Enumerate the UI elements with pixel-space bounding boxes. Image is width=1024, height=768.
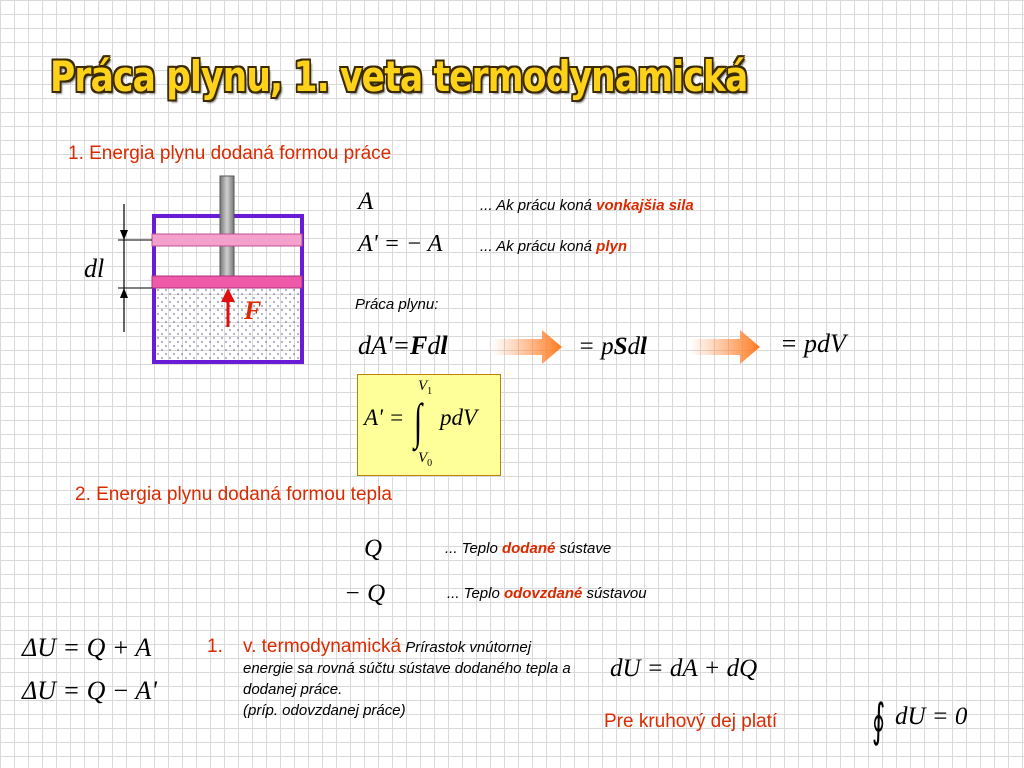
eq-dA: dA'=Fdl xyxy=(358,331,448,360)
note-heat-released: ... Teplo odovzdané sústavou xyxy=(447,585,647,602)
piston-previous xyxy=(152,234,302,246)
eq-first-law-1: ΔU = Q + A xyxy=(22,633,152,662)
integral-upper: $V_1$ xyxy=(418,378,433,397)
integral-integrand: pdV xyxy=(440,405,478,430)
dl-label: dl xyxy=(84,254,105,283)
law-statement: v. termodynamická Prírastok vnútornej energie sa rovná súčtu sústave dodaného tepla a dodanej práce. (príp. odovzdanej práce) xyxy=(243,636,571,719)
section1-heading: 1. Energia plynu dodaná formou práce xyxy=(68,143,392,164)
integral-lower: $V_0$ xyxy=(418,450,433,469)
note-gas: ... Ak prácu koná plyn xyxy=(480,238,628,255)
eq-pSdl: = pSdl xyxy=(578,333,647,360)
integral-sign: ∫ xyxy=(414,393,423,449)
piston-diagram xyxy=(80,172,320,372)
cyclic-label: Pre kruhový dej platí xyxy=(604,711,778,732)
arrow-right-icon-1 xyxy=(492,330,564,364)
note-heat-supplied: ... Teplo dodané sústave xyxy=(445,540,612,557)
note-external-force: ... Ak prácu koná vonkajšia sila xyxy=(480,197,694,214)
section2-heading: 2. Energia plynu dodaná formou tepla xyxy=(75,484,392,505)
eq-dU: dU = dA + dQ xyxy=(610,655,758,682)
eq-pdV: = pdV xyxy=(780,329,846,358)
eq-Q: Q xyxy=(364,535,383,562)
contour-integral-sign: ∮ xyxy=(872,695,886,746)
page-title: Práca plynu, 1. veta termodynamická xyxy=(50,52,748,101)
eq-Aprime: A' = − A xyxy=(358,231,443,257)
arrow-right-icon-2 xyxy=(690,330,762,364)
work-label: Práca plynu: xyxy=(355,296,439,313)
law-number: 1. xyxy=(207,636,223,657)
eq-A: A xyxy=(358,188,374,215)
piston-rod xyxy=(220,176,234,280)
eq-minusQ: − Q xyxy=(344,580,386,607)
force-label: F xyxy=(244,296,262,325)
eq-cyclic: dU = 0 xyxy=(895,703,968,730)
integral-lhs: A' = xyxy=(364,405,405,430)
piston-current xyxy=(152,276,302,288)
eq-first-law-2: ΔU = Q − A' xyxy=(22,676,157,705)
